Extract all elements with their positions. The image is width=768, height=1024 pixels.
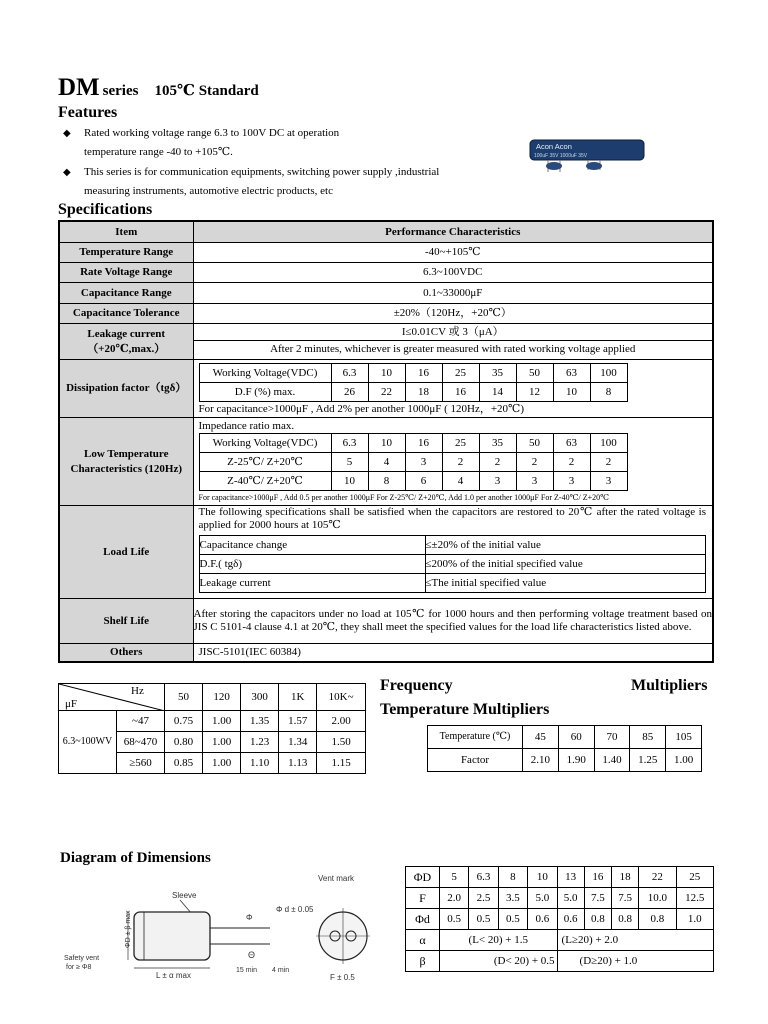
dimension-diagram xyxy=(60,868,370,986)
others-label: Others xyxy=(59,643,193,662)
frequency-heading-left: Frequency xyxy=(380,677,453,694)
dimensions-table: ΦD 5 6.3 8 10 13 16 18 22 25 F 2.0 2.5 3.5 5.0 5.0 7.5 7.5 10.0 12.5 Φd 0.5 0.5 0.5 0.6 0.6 0.8 0.8 0.8 1.0 α (L< 20) + 1.5 (L≥20) + 2.0 β (D< 20) + 0.5 (D≥20) + 1.0 xyxy=(405,866,714,972)
standard-label: 105℃ Standard xyxy=(154,83,259,99)
col-perf-header: Performance Characteristics xyxy=(193,221,713,242)
f-dim-label: F ± 0.5 xyxy=(330,973,355,982)
temperature-range-label: Temperature Range xyxy=(59,242,193,262)
series-code: DM xyxy=(58,74,100,101)
bullet-icon: ◆ xyxy=(63,167,71,178)
shelf-life-value: After storing the capacitors under no load at 105℃ for 1000 hours and then performing voltage treatment based on JIS C 5101-4 clause 4.1 at 20℃, they shall meet the specified values for the load life characteristics listed above. xyxy=(193,598,713,643)
lead-label: Φ xyxy=(246,913,253,922)
bullet-icon: ◆ xyxy=(63,128,71,139)
hz-uf-header: Hz μF xyxy=(59,684,165,711)
specifications-heading: Specifications xyxy=(58,201,153,218)
load-life-value: The following specifications shall be satisfied when the capacitors are restored to 20℃ after the rated voltage is applied for 2000 hours at 105℃ Capacitance change ≤±20% of the initial value D.F.( tgδ) ≤200% of the initial specified value Leakage current ≤The initial specified value xyxy=(193,505,713,598)
temperature-heading: Temperature Multipliers xyxy=(380,701,550,718)
capacitance-range-value: 0.1~33000μF xyxy=(193,282,713,303)
low-temp-note: For capacitance>1000μF , Add 0.5 per another 1000μF For Z-25℃/ Z+20℃, Add 1.0 per another 1000μF For Z-40℃/ Z+20℃ xyxy=(198,492,610,502)
low-temp-value: Impedance ratio max. Working Voltage(VDC) 6.3 10 16 25 35 50 63 100 Z-25℃/ Z+20℃ 5 4 3 2 2 2 2 2 Z-40℃/ Z+20℃ 10 8 6 4 3 3 3 3 For capacitance>1000μF , Add 0.5 per another 1000μF For Z-25℃/ Z+20℃, Add 1.0 per another 1000μF For Z-40℃/ Z+20℃ xyxy=(193,417,713,505)
capacitance-range-label: Capacitance Range xyxy=(59,282,193,303)
load-life-label: Load Life xyxy=(59,505,193,598)
feature-item: ◆ This series is for communication equipments, switching power supply ,industrial measuring instruments, automotive electric products, etc xyxy=(84,163,439,201)
f-label: Θ xyxy=(248,950,256,960)
shelf-life-label: Shelf Life xyxy=(59,598,193,643)
temperature-range-value: -40~+105℃ xyxy=(193,242,713,262)
load-life-table: Capacitance change ≤±20% of the initial value D.F.( tgδ) ≤200% of the initial specified value Leakage current ≤The initial specified value xyxy=(199,535,707,593)
frequency-heading-right: Multipliers xyxy=(631,677,708,694)
side-label-2: for ≥ Φ8 xyxy=(66,964,92,971)
wv-label: 6.3~100WV xyxy=(59,711,117,774)
features-heading: Features xyxy=(58,104,118,121)
leakage-current-value: I≤0.01CV 或 3（μA） After 2 minutes, whichever is greater measured with rated working voltage applied xyxy=(193,323,713,359)
frequency-table: Hz μF 50 120 300 1K 10K~ 6.3~100WV ~47 0.75 1.00 1.35 1.57 2.00 68~470 0.80 1.00 1.23 1.34 1.50 ≥560 0.85 1.00 1.10 1.13 1.15 xyxy=(58,683,366,774)
dissipation-factor-label: Dissipation factor（tgδ） xyxy=(59,359,193,417)
col-item-header: Item xyxy=(59,221,193,242)
lead-dia-label: Φ d ± 0.05 xyxy=(276,905,314,914)
dimensions-heading: Diagram of Dimensions xyxy=(60,850,211,866)
capacitor-sub-print: 100uF 35V 1000uF 35V xyxy=(534,153,588,159)
capacitance-tolerance-value: ±20%（120Hz，+20℃） xyxy=(193,303,713,323)
rate-voltage-label: Rate Voltage Range xyxy=(59,262,193,282)
sleeve-label: Sleeve xyxy=(172,891,197,900)
specifications-table xyxy=(58,220,714,663)
capacitor-body-side xyxy=(134,912,210,960)
dissipation-note: For capacitance>1000μF , Add 2% per another 1000μF ( 120Hz，+20℃) xyxy=(198,402,524,415)
rate-voltage-value: 6.3~100VDC xyxy=(193,262,713,282)
capacitance-tolerance-label: Capacitance Tolerance xyxy=(59,303,193,323)
page-title xyxy=(58,74,259,102)
diameter-label: ΦD ± β max xyxy=(125,910,132,948)
others-value: JISC-5101(IEC 60384) xyxy=(193,643,713,662)
side-label-1: Safety vent xyxy=(64,955,100,962)
series-word: series xyxy=(102,83,139,99)
leakage-current-label: Leakage current （+20℃,max.） xyxy=(59,323,193,359)
temperature-table: Temperature (℃) 45 60 70 85 105 Factor 2.10 1.90 1.40 1.25 1.00 xyxy=(427,725,702,772)
dissipation-factor-value xyxy=(193,359,713,417)
low-temp-table: Working Voltage(VDC) 6.3 10 16 25 35 50 63 100 Z-25℃/ Z+20℃ 5 4 3 2 2 2 2 2 Z-40℃/ Z+20℃ 10 8 6 4 3 3 3 3 xyxy=(199,433,628,491)
dissipation-table: Working Voltage(VDC) 6.3 10 16 25 35 50 63 100 D.F (%) max. 26 22 18 16 14 12 10 8 xyxy=(199,363,628,402)
min-label-2: 4 min xyxy=(272,967,290,974)
min-label: 15 min xyxy=(236,967,258,974)
length-label: L ± α max xyxy=(156,971,191,980)
feature-item: ◆ Rated working voltage range 6.3 to 100V DC at operation temperature range -40 to +105℃. xyxy=(84,124,339,162)
low-temp-label: Low Temperature Characteristics (120Hz) xyxy=(59,417,193,505)
vent-mark-label: Vent mark xyxy=(318,874,355,883)
capacitor-photo xyxy=(528,136,648,178)
capacitor-print: Acon Acon xyxy=(536,142,572,151)
